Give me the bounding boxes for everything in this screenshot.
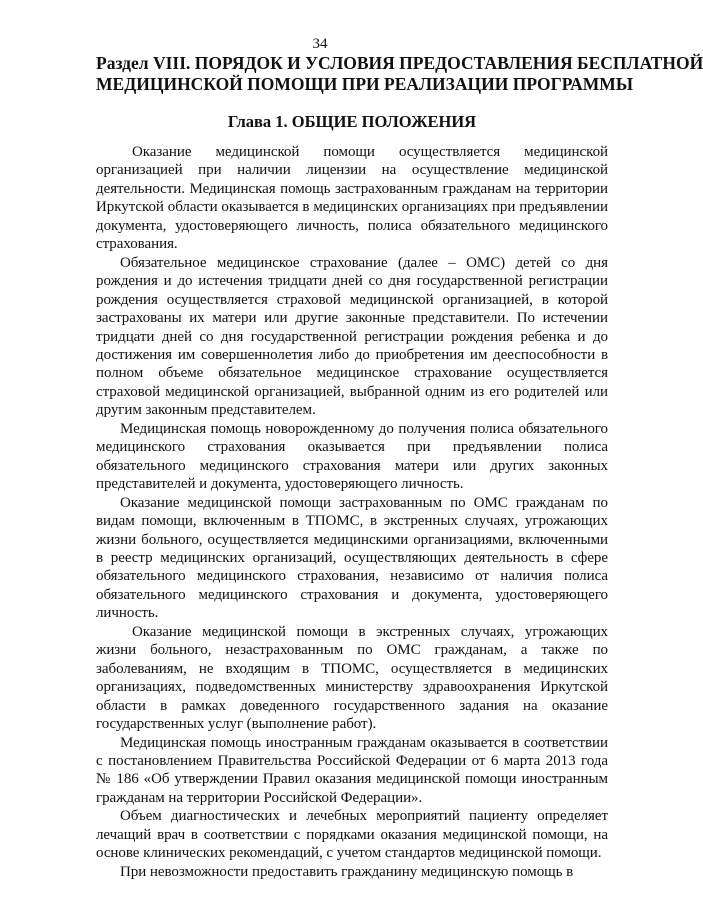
chapter-title: Глава 1. ОБЩИЕ ПОЛОЖЕНИЯ <box>227 112 477 131</box>
paragraph-1: Оказание медицинской помощи осуществляется медицинской организацией при наличии лицензии на осуществление медицинской деятельности. Медицинская помощь застрахованным гражданам на территории Иркутской области оказывается в медицинских организациях при предъявлении документа, удостоверяющего личность, полиса обязательного медицинского страхования. <box>96 144 608 253</box>
section-title-line-1: Раздел VIII. ПОРЯДОК И УСЛОВИЯ ПРЕДОСТАВЛЕНИЯ БЕСПЛАТНОЙ <box>96 53 703 73</box>
paragraph-2: Обязательное медицинское страхование (далее – ОМС) детей со дня рождения и до истечения тридцати дней со дня государственной регистрации рождения осуществляется страховой медицинской организацией, в которой застрахованы их матери или другие законные представители. По истечении тридцати дней со дня государственной регистрации рождения ребенка и до достижения им совершеннолетия либо до приобретения им дееспособности в полном объеме обязательное медицинское страхование осуществляется страховой медицинской организацией, выбранной одним из его родителей или другим законным представителем. <box>96 254 608 419</box>
paragraph-8: При невозможности предоставить гражданину медицинскую помощь в <box>120 863 574 880</box>
section-title-line-2: МЕДИЦИНСКОЙ ПОМОЩИ ПРИ РЕАЛИЗАЦИИ ПРОГРАММЫ <box>96 74 634 94</box>
paragraph-4: Оказание медицинской помощи застрахованным по ОМС гражданам по видам помощи, включенным в ТПОМС, в экстренных случаях, угрожающих жизни больного, осуществляется медицинскими организациями, включенными в реестр медицинских организаций, осуществляющих деятельность в сфере обязательного медицинского страхования, независимо от наличия полиса обязательного медицинского страхования и документа, удостоверяющего личность. <box>96 494 608 622</box>
paragraph-6: Медицинская помощь иностранным гражданам оказывается в соответствии с постановлением Правительства Российской Федерации от 6 марта 2013 года № 186 «Об утверждении Правил оказания медицинской помощи иностранным гражданам на территории Российской Федерации». <box>96 734 608 806</box>
body-text <box>96 143 608 881</box>
section-title <box>96 53 703 95</box>
paragraph-7: Объем диагностических и лечебных мероприятий пациенту определяет лечащий врач в соответствии с порядками оказания медицинской помощи, на основе клинических рекомендаций, с учетом стандартов медицинской помощи. <box>96 808 608 862</box>
paragraph-3: Медицинская помощь новорожденному до получения полиса обязательного медицинского страхования оказывается при предъявлении полиса обязательного медицинского страхования матери или других законных представителей и документа, удостоверяющего личность. <box>96 420 608 493</box>
paragraph-5: Оказание медицинской помощи в экстренных случаях, угрожающих жизни больного, незастрахованным по ОМС гражданам, а также по заболеваниям, не входящим в ТПОМС, осуществляется в медицинских организациях, подведомственных министерству здравоохранения Иркутской области в рамках доведенного государственного задания на оказание государственных услуг (выполнение работ). <box>96 623 608 733</box>
page-number: 34 <box>312 36 328 52</box>
